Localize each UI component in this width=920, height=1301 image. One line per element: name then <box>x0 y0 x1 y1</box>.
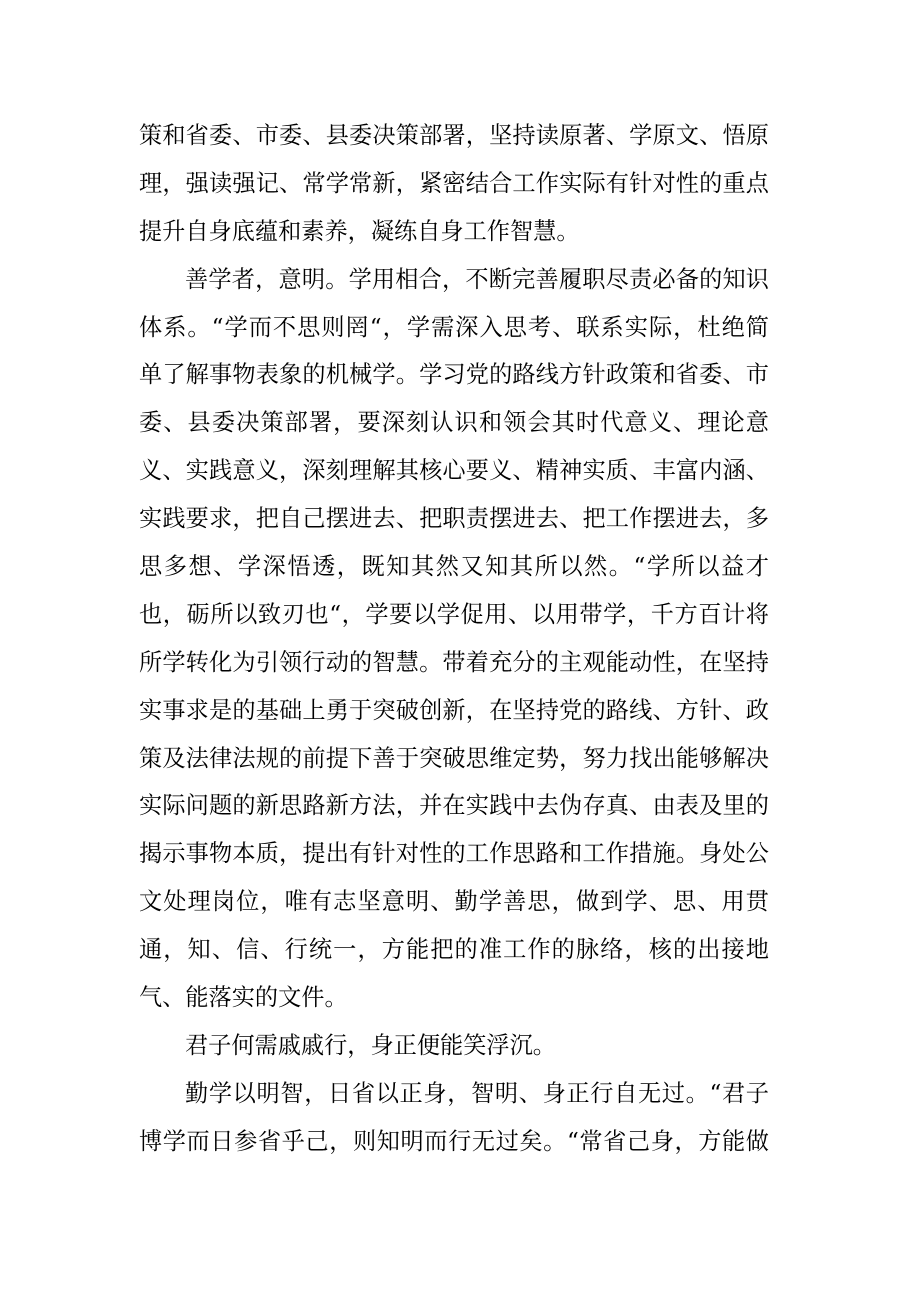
text-line: 揭示事物本质，提出有针对性的工作思路和工作措施。身处公 <box>139 840 769 868</box>
paragraph-start-line: 君子何需戚戚行，身正便能笑浮沉。 <box>185 1031 556 1059</box>
text-line: 所学转化为引领行动的智慧。带着充分的主观能动性，在坚持 <box>139 648 769 676</box>
text-line: 文处理岗位，唯有志坚意明、勤学善思，做到学、思、用贯 <box>139 888 769 916</box>
text-line: 策和省委、市委、县委决策部署，坚持读原著、学原文、悟原 <box>139 122 769 149</box>
text-line: 义、实践意义，深刻理解其核心要义、精神实质、丰富内涵、 <box>139 457 769 485</box>
text-line: 实际问题的新思路新方法，并在实践中去伪存真、由表及里的 <box>139 792 769 820</box>
text-line: 体系。“学而不思则罔“，学需深入思考、联系实际，杜绝简 <box>139 313 769 341</box>
text-line: 理，强读强记、常学常新，紧密结合工作实际有针对性的重点 <box>139 169 769 197</box>
paragraph-start-line: 勤学以明智，日省以正身，智明、身正行自无过。“君子 <box>185 1079 769 1107</box>
document-body <box>139 112 769 1166</box>
text-line: 单了解事物表象的机械学。学习党的路线方针政策和省委、市 <box>139 361 769 389</box>
text-line: 气、能落实的文件。 <box>139 984 348 1012</box>
text-line: 实践要求，把自己摆进去、把职责摆进去、把工作摆进去，多 <box>139 505 769 533</box>
text-line: 也，砺所以致刃也“，学要以学促用、以用带学，千方百计将 <box>139 600 769 628</box>
text-line: 提升自身底蕴和素养，凝练自身工作智慧。 <box>139 217 580 245</box>
text-line: 策及法律法规的前提下善于突破思维定势，努力找出能够解决 <box>139 744 769 772</box>
text-line: 实事求是的基础上勇于突破创新，在坚持党的路线、方针、政 <box>139 696 769 724</box>
paragraph-start-line: 善学者，意明。学用相合，不断完善履职尽责必备的知识 <box>185 265 769 293</box>
text-line: 思多想、学深悟透，既知其然又知其所以然。“学所以益才 <box>139 553 769 581</box>
text-line: 通，知、信、行统一，方能把的准工作的脉络，核的出接地 <box>139 936 769 964</box>
text-line: 博学而日参省乎己，则知明而行无过矣。“常省己身，方能做 <box>139 1127 769 1155</box>
text-line: 委、县委决策部署，要深刻认识和领会其时代意义、理论意 <box>139 409 769 437</box>
